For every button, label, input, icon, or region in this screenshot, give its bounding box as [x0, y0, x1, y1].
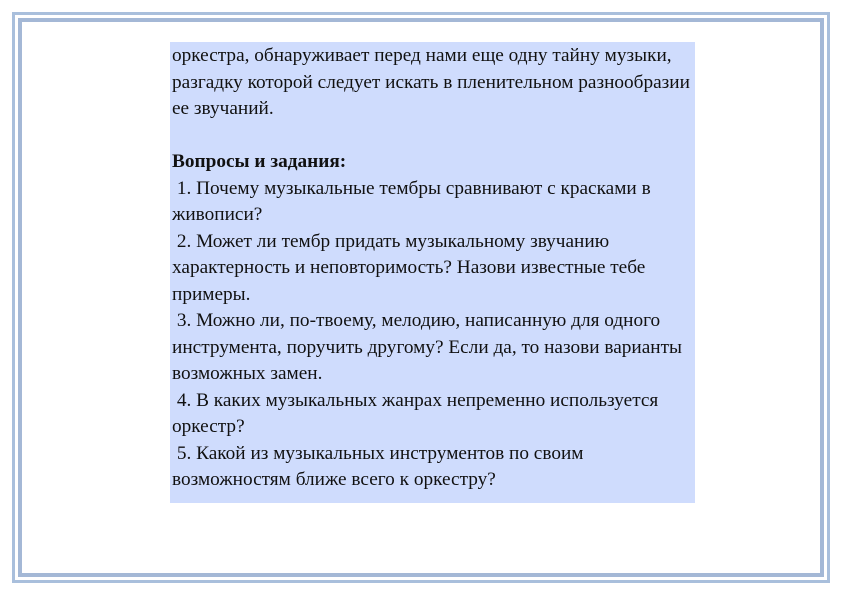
text-box — [170, 42, 695, 503]
question-item: 5. Какой из музыкальных инструментов по своим возможностям ближе всего к оркестру? — [172, 442, 589, 490]
question-item: 4. В каких музыкальных жанрах непременно используется оркестр? — [172, 389, 664, 437]
intro-paragraph: оркестра, обнаруживает перед нами еще одну тайну музыки, разгадку которой следует искать в пленительном разнообразии ее звучаний. — [172, 45, 690, 119]
question-item: 1. Почему музыкальные тембры сравнивают с красками в живописи? — [172, 177, 656, 225]
question-item: 2. Может ли тембр придать музыкальному звучанию характерность и неповторимость? Назови известные тебе примеры. — [172, 230, 651, 305]
question-item: 3. Можно ли, по-твоему, мелодию, написанную для одного инструмента, поручить другому? Если да, то назови варианты возможных замен. — [172, 310, 687, 384]
blank-line — [172, 123, 693, 150]
questions-heading: Вопросы и задания: — [172, 151, 347, 172]
